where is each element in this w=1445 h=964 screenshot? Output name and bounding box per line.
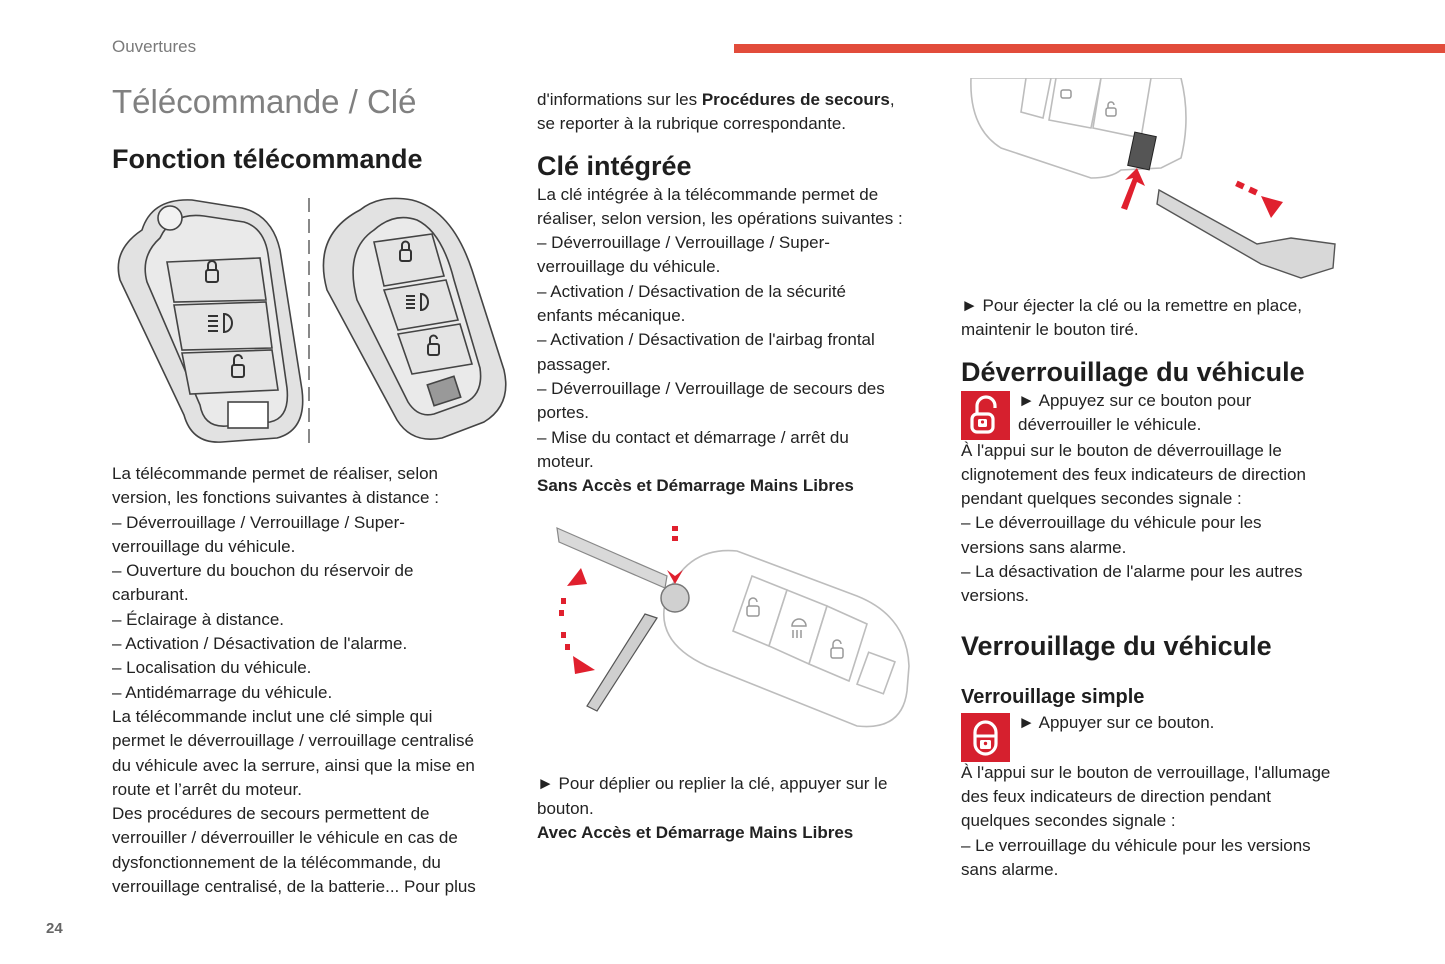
continuation-punct: , xyxy=(889,90,895,109)
list-item-cont: portes. xyxy=(537,403,589,423)
list-item-cont: verrouillage du véhicule. xyxy=(537,257,721,277)
instruction-line: maintenir le bouton tiré. xyxy=(961,320,1139,340)
paragraph-line: permet le déverrouillage / verrouillage centralisé xyxy=(112,731,474,751)
list-item: – Le déverrouillage du véhicule pour les xyxy=(961,513,1262,533)
header-accent-bar xyxy=(734,44,1445,53)
list-item-cont: carburant. xyxy=(112,585,189,605)
remote-keys-illustration xyxy=(112,190,512,450)
unlock-icon xyxy=(961,391,1010,440)
subheading-avec-acces: Avec Accès et Démarrage Mains Libres xyxy=(537,823,854,843)
lock-icon xyxy=(961,713,1010,762)
list-item: – Déverrouillage / Verrouillage / Super- xyxy=(112,512,405,532)
section-title-deverrouillage: Déverrouillage du véhicule xyxy=(961,356,1305,387)
list-item-cont: moteur. xyxy=(537,451,594,471)
list-item-cont: enfants mécanique. xyxy=(537,306,686,326)
intro-line: La télécommande permet de réaliser, selon xyxy=(112,464,439,483)
icon-instruction-line: déverrouiller le véhicule. xyxy=(1018,414,1202,434)
paragraph-line: quelques secondes signale : xyxy=(961,811,1176,831)
paragraph-line: À l'appui sur le bouton de verrouillage, l'allumage xyxy=(961,762,1331,782)
flip-key-illustration xyxy=(537,516,937,756)
paragraph-line: route et l’arrêt du moteur. xyxy=(112,779,302,799)
paragraph-line: À l'appui sur le bouton de déverrouillage le xyxy=(961,440,1282,460)
paragraph-line: dysfonctionnement de la télécommande, du xyxy=(112,852,441,872)
paragraph-line: verrouillage centralisé, de la batterie... Pour plus xyxy=(112,877,476,897)
key-eject-illustration xyxy=(961,78,1381,288)
paragraph-line: clignotement des feux indicateurs de direction xyxy=(961,464,1306,484)
list-item-cont: passager. xyxy=(537,354,611,374)
page-number: 24 xyxy=(46,920,63,937)
intro-line: La clé intégrée à la télécommande permet de xyxy=(537,184,879,204)
instruction-line: bouton. xyxy=(537,798,594,818)
paragraph-line: des feux indicateurs de direction pendant xyxy=(961,786,1271,806)
list-item-cont: versions sans alarme. xyxy=(961,537,1127,557)
continuation-line: se reporter à la rubrique correspondante. xyxy=(537,114,847,134)
list-item: – Le verrouillage du véhicule pour les versions xyxy=(961,835,1311,855)
unlock-instruction xyxy=(961,389,1381,439)
spacer xyxy=(961,343,1381,355)
column-3 xyxy=(961,78,1381,882)
flip-key-icon xyxy=(537,516,917,746)
paragraph-line: du véhicule avec la serrure, ainsi que la mise en xyxy=(112,755,475,775)
intro-line: version, les fonctions suivantes à distance : xyxy=(112,488,439,508)
list-item: – Ouverture du bouchon du réservoir de xyxy=(112,561,414,581)
lock-instruction xyxy=(961,711,1381,761)
subheading-sans-acces: Sans Accès et Démarrage Mains Libres xyxy=(537,476,854,496)
intro-line: réaliser, selon version, les opérations suivantes : xyxy=(537,208,903,228)
spacer xyxy=(961,663,1381,683)
instruction-line: ► Pour déplier ou replier la clé, appuyer sur le xyxy=(537,774,888,794)
section-title-verrouillage: Verrouillage du véhicule xyxy=(961,630,1272,661)
section-title-cle-integree: Clé intégrée xyxy=(537,150,692,181)
list-item: – Éclairage à distance. xyxy=(112,609,284,629)
key-eject-icon xyxy=(961,78,1361,288)
section-title-fonction-telecommande: Fonction télécommande xyxy=(112,144,423,174)
page-title: Télécommande / Clé xyxy=(112,83,417,120)
column-1 xyxy=(112,80,512,899)
column-2 xyxy=(537,88,937,845)
list-item: – Activation / Désactivation de la sécurité xyxy=(537,281,846,301)
section-label: Ouvertures xyxy=(112,37,197,56)
icon-instruction-line: ► Appuyer sur ce bouton. xyxy=(1018,712,1215,732)
procedures-de-secours-link[interactable]: Procédures de secours xyxy=(701,90,890,109)
list-item: – Localisation du véhicule. xyxy=(112,658,312,678)
paragraph-line: Des procédures de secours permettent de xyxy=(112,804,430,824)
spacer xyxy=(961,609,1381,629)
subtitle-verrouillage-simple: Verrouillage simple xyxy=(961,685,1145,708)
list-item: – La désactivation de l'alarme pour les autres xyxy=(961,562,1303,582)
list-item-cont: verrouillage du véhicule. xyxy=(112,536,296,556)
list-item: – Mise du contact et démarrage / arrêt du xyxy=(537,427,849,447)
instruction-line: ► Pour éjecter la clé ou la remettre en place, xyxy=(961,296,1302,315)
continuation-line xyxy=(537,88,937,112)
paragraph-line: pendant quelques secondes signale : xyxy=(961,489,1242,509)
spacer xyxy=(537,137,937,149)
list-item-cont: versions. xyxy=(961,586,1030,606)
continuation-text: d'informations sur les xyxy=(537,90,702,109)
list-item: – Déverrouillage / Verrouillage de secours des xyxy=(537,378,885,398)
list-item-cont: sans alarme. xyxy=(961,859,1059,879)
list-item: – Antidémarrage du véhicule. xyxy=(112,682,333,702)
paragraph-line: verrouiller / déverrouiller le véhicule en cas de xyxy=(112,828,458,848)
list-item: – Activation / Désactivation de l'airbag frontal xyxy=(537,330,875,350)
icon-instruction-line: ► Appuyez sur ce bouton pour xyxy=(1018,390,1252,410)
remote-fob-icon xyxy=(112,190,512,450)
paragraph-line: La télécommande inclut une clé simple qui xyxy=(112,706,433,726)
list-item: – Déverrouillage / Verrouillage / Super- xyxy=(537,233,830,253)
list-item: – Activation / Désactivation de l'alarme. xyxy=(112,634,408,654)
